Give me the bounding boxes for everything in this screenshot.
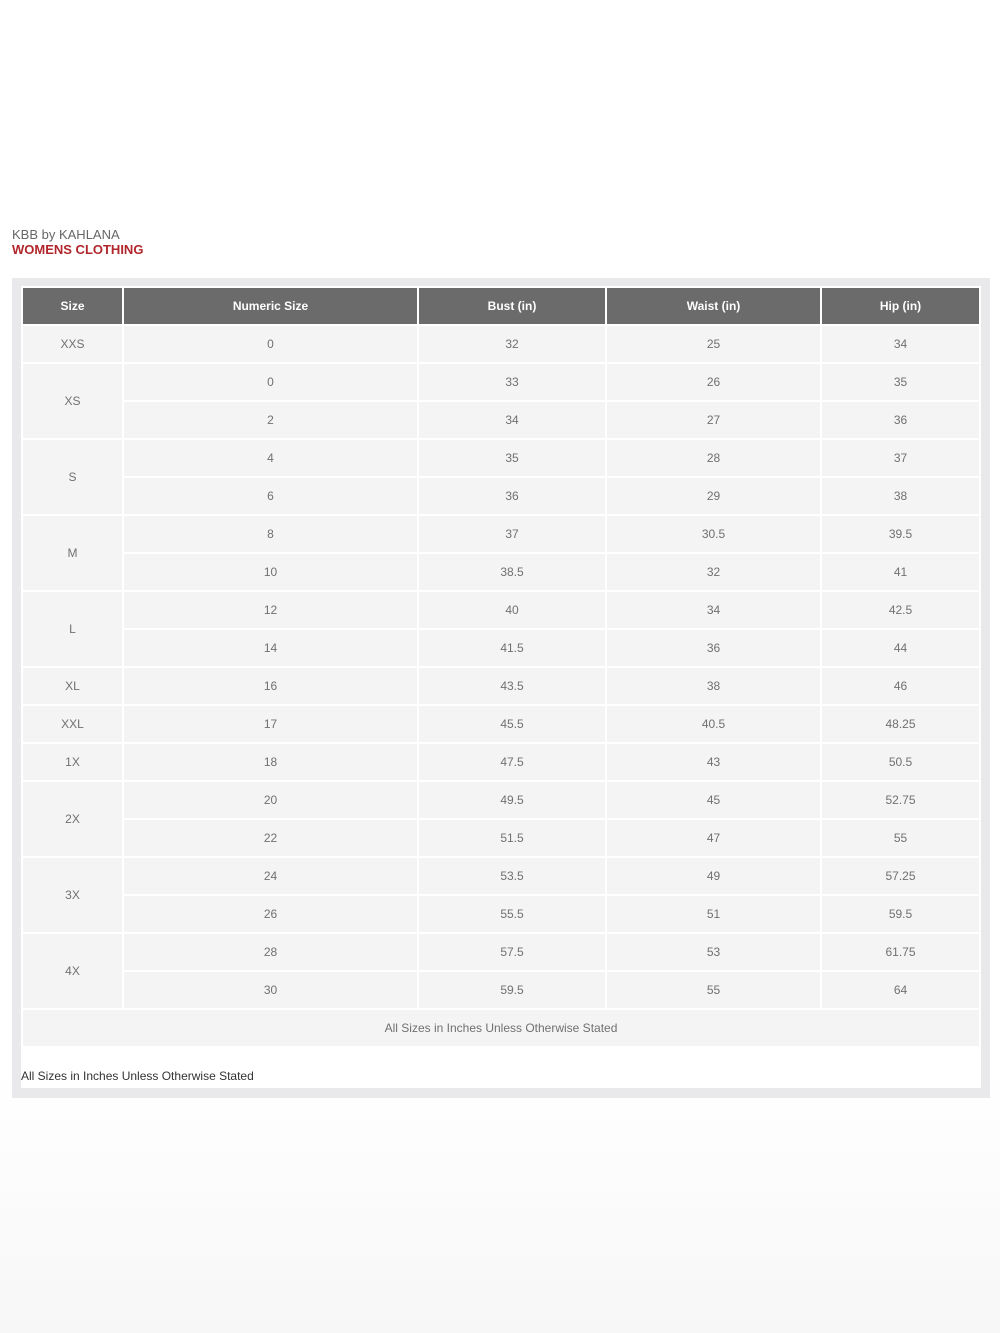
table-row: [23, 896, 979, 932]
table-row: [23, 934, 979, 970]
table-row: [23, 820, 979, 856]
brand-block: [12, 227, 143, 258]
size-label-cell: L: [23, 592, 122, 666]
bust-cell: 38.5: [419, 554, 605, 590]
bust-cell: 59.5: [419, 972, 605, 1008]
waist-cell: 40.5: [607, 706, 820, 742]
numeric-size-cell: 17: [124, 706, 417, 742]
header-numeric-size: Numeric Size: [124, 288, 417, 324]
numeric-size-cell: 0: [124, 326, 417, 362]
bust-cell: 40: [419, 592, 605, 628]
numeric-size-cell: 6: [124, 478, 417, 514]
size-label-cell: XXL: [23, 706, 122, 742]
numeric-size-cell: 30: [124, 972, 417, 1008]
bust-cell: 32: [419, 326, 605, 362]
numeric-size-cell: 22: [124, 820, 417, 856]
waist-cell: 43: [607, 744, 820, 780]
waist-cell: 29: [607, 478, 820, 514]
numeric-size-cell: 2: [124, 402, 417, 438]
bust-cell: 51.5: [419, 820, 605, 856]
size-label-cell: XXS: [23, 326, 122, 362]
hip-cell: 34: [822, 326, 979, 362]
hip-cell: 52.75: [822, 782, 979, 818]
hip-cell: 38: [822, 478, 979, 514]
table-body: [23, 326, 979, 1046]
category-title: WOMENS CLOTHING: [12, 242, 144, 257]
table-row: [23, 858, 979, 894]
bust-cell: 57.5: [419, 934, 605, 970]
brand-name: KBB by KAHLANA: [12, 227, 120, 242]
bust-cell: 36: [419, 478, 605, 514]
table-row: [23, 630, 979, 666]
header-size: Size: [23, 288, 122, 324]
waist-cell: 49: [607, 858, 820, 894]
table-note-row: [23, 1010, 979, 1046]
header-bust: Bust (in): [419, 288, 605, 324]
hip-cell: 36: [822, 402, 979, 438]
size-label-cell: XS: [23, 364, 122, 438]
hip-cell: 61.75: [822, 934, 979, 970]
header-hip: Hip (in): [822, 288, 979, 324]
numeric-size-cell: 24: [124, 858, 417, 894]
waist-cell: 27: [607, 402, 820, 438]
table-row: [23, 478, 979, 514]
size-label-cell: S: [23, 440, 122, 514]
hip-cell: 55: [822, 820, 979, 856]
size-chart-card: [21, 286, 981, 1088]
waist-cell: 55: [607, 972, 820, 1008]
hip-cell: 42.5: [822, 592, 979, 628]
size-label-cell: 1X: [23, 744, 122, 780]
numeric-size-cell: 14: [124, 630, 417, 666]
numeric-size-cell: 12: [124, 592, 417, 628]
hip-cell: 41: [822, 554, 979, 590]
waist-cell: 25: [607, 326, 820, 362]
bust-cell: 45.5: [419, 706, 605, 742]
hip-cell: 59.5: [822, 896, 979, 932]
hip-cell: 44: [822, 630, 979, 666]
waist-cell: 26: [607, 364, 820, 400]
bust-cell: 33: [419, 364, 605, 400]
table-row: [23, 706, 979, 742]
table-row: [23, 668, 979, 704]
bust-cell: 55.5: [419, 896, 605, 932]
table-row: [23, 402, 979, 438]
waist-cell: 36: [607, 630, 820, 666]
numeric-size-cell: 16: [124, 668, 417, 704]
table-row: [23, 364, 979, 400]
bust-cell: 35: [419, 440, 605, 476]
numeric-size-cell: 28: [124, 934, 417, 970]
footnote: All Sizes in Inches Unless Otherwise Stated: [21, 1069, 254, 1083]
size-label-cell: M: [23, 516, 122, 590]
size-table: [21, 286, 981, 1048]
table-note: All Sizes in Inches Unless Otherwise Stated: [23, 1010, 979, 1046]
bust-cell: 49.5: [419, 782, 605, 818]
hip-cell: 35: [822, 364, 979, 400]
size-label-cell: 4X: [23, 934, 122, 1008]
hip-cell: 64: [822, 972, 979, 1008]
hip-cell: 39.5: [822, 516, 979, 552]
bust-cell: 34: [419, 402, 605, 438]
numeric-size-cell: 18: [124, 744, 417, 780]
waist-cell: 28: [607, 440, 820, 476]
table-row: [23, 972, 979, 1008]
size-label-cell: 3X: [23, 858, 122, 932]
size-label-cell: XL: [23, 668, 122, 704]
numeric-size-cell: 0: [124, 364, 417, 400]
table-row: [23, 554, 979, 590]
hip-cell: 46: [822, 668, 979, 704]
waist-cell: 38: [607, 668, 820, 704]
waist-cell: 45: [607, 782, 820, 818]
table-header-row: [23, 288, 979, 324]
waist-cell: 34: [607, 592, 820, 628]
numeric-size-cell: 8: [124, 516, 417, 552]
table-row: [23, 744, 979, 780]
table-row: [23, 440, 979, 476]
header-waist: Waist (in): [607, 288, 820, 324]
hip-cell: 57.25: [822, 858, 979, 894]
numeric-size-cell: 10: [124, 554, 417, 590]
waist-cell: 32: [607, 554, 820, 590]
numeric-size-cell: 4: [124, 440, 417, 476]
waist-cell: 51: [607, 896, 820, 932]
waist-cell: 53: [607, 934, 820, 970]
size-chart-panel: [12, 278, 990, 1098]
table-row: [23, 326, 979, 362]
table-row: [23, 592, 979, 628]
numeric-size-cell: 20: [124, 782, 417, 818]
bust-cell: 53.5: [419, 858, 605, 894]
waist-cell: 30.5: [607, 516, 820, 552]
numeric-size-cell: 26: [124, 896, 417, 932]
size-label-cell: 2X: [23, 782, 122, 856]
hip-cell: 37: [822, 440, 979, 476]
table-row: [23, 516, 979, 552]
hip-cell: 50.5: [822, 744, 979, 780]
bust-cell: 47.5: [419, 744, 605, 780]
hip-cell: 48.25: [822, 706, 979, 742]
bust-cell: 41.5: [419, 630, 605, 666]
waist-cell: 47: [607, 820, 820, 856]
bust-cell: 37: [419, 516, 605, 552]
table-row: [23, 782, 979, 818]
bust-cell: 43.5: [419, 668, 605, 704]
